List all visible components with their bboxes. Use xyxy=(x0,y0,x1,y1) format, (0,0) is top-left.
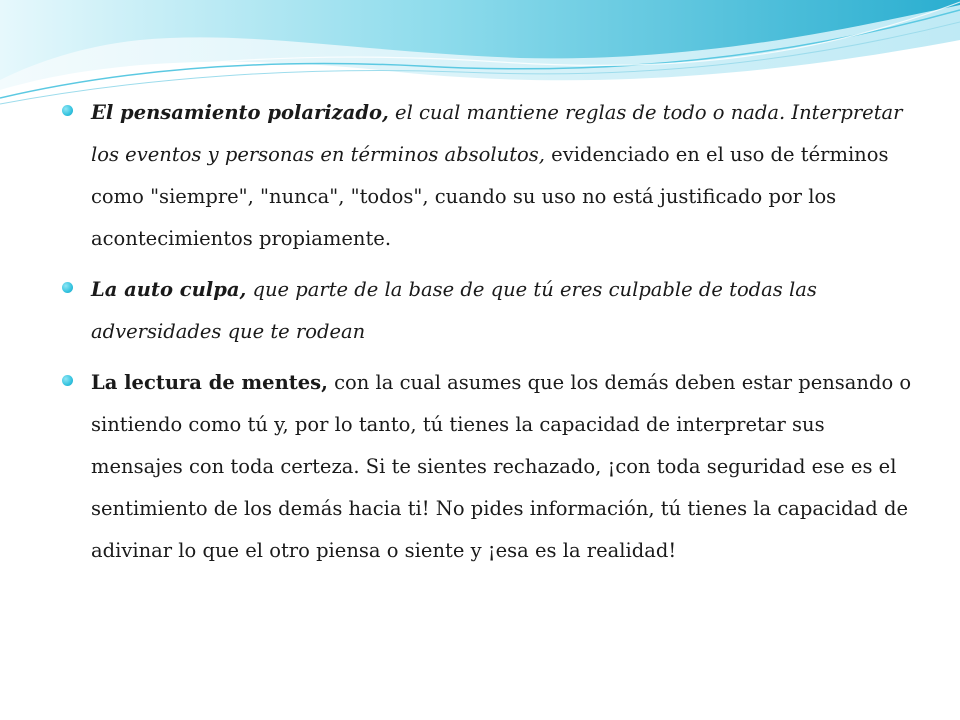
bullet-item-polarizado xyxy=(62,92,922,260)
bullet-dot-icon xyxy=(62,282,73,293)
bullet-dot-icon xyxy=(62,105,73,116)
bullet-list xyxy=(62,92,922,581)
bullet-text xyxy=(91,362,922,572)
bullet-lead: La auto culpa, xyxy=(91,278,247,301)
bullet-body: con la cual asumes que los demás deben estar pensando o sintiendo como tú y, por lo tanto, tú tienes la capacidad de interpretar sus mensajes con toda certeza. Si te sientes rechazado, ¡con toda seguridad ese es el sentimiento de los demás hacia ti! No pides información, tú tienes la capacidad de adivinar lo que el otro piensa o siente y ¡esa es la realidad! xyxy=(91,371,912,562)
bullet-lead: La lectura de mentes, xyxy=(91,371,328,394)
bullet-item-auto-culpa xyxy=(62,269,922,353)
bullet-item-lectura-mentes xyxy=(62,362,922,572)
bullet-sub-lead: el cual mantiene reglas de todo o nada. Interpretar los eventos y personas en términos absolutos, xyxy=(91,101,903,166)
bullet-dot-icon xyxy=(62,375,73,386)
bullet-text xyxy=(91,269,922,353)
bullet-sub-lead: que parte de la base de que tú eres culpable de todas las adversidades que te rodean xyxy=(91,278,817,343)
bullet-body: evidenciado en el uso de términos como "siempre", "nunca", "todos", cuando su uso no está justificado por los acontecimientos propiamente. xyxy=(91,143,889,250)
bullet-lead: El pensamiento polarizado, xyxy=(91,101,389,124)
bullet-text xyxy=(91,92,922,260)
